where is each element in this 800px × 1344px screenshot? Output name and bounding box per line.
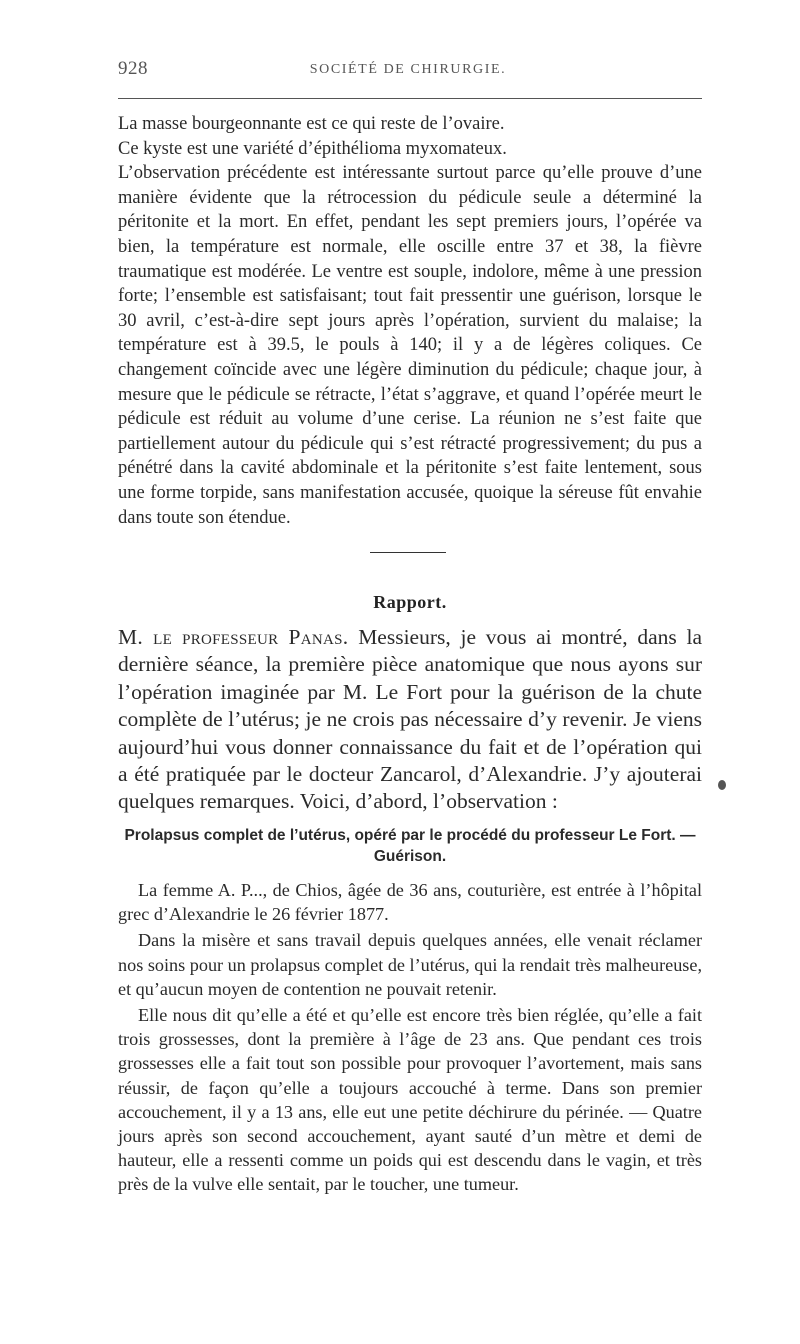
case-title: Prolapsus complet de l’utérus, opéré par le procédé du professeur Le Fort. — Guérison.: [124, 827, 696, 865]
speaker-name: M. le professeur Panas.: [118, 625, 349, 649]
section-heading: Rapport.: [373, 592, 447, 612]
case-text: [118, 878, 702, 1199]
paragraph: Ce kyste est une variété d’épithélioma myxomateux.: [118, 138, 507, 159]
report-body: Messieurs, je vous ai montré, dans la dernière séance, la première pièce anatomique que nous ayons sur l’opération imaginée par M. Le Fort pour la guérison de la chute complète de l’utérus; je ne crois pas nécessaire d’y revenir. Je viens aujourd’hui vous donner connaissance du fait et de l’opération qui a été pratiquée par le docteur Zancarol, d’Alexandrie. J’y ajouterai quelques remarques. Voici, d’abord, l’observation :: [118, 625, 702, 814]
opening-text: [118, 112, 702, 530]
margin-ink-mark: [718, 780, 726, 790]
report-text: [118, 624, 702, 816]
case-paragraph: Dans la misère et sans travail depuis quelques années, elle venait réclamer nos soins pour un prolapsus complet de l’utérus, qui la rendait très malheureuse, et qu’aucun moyen de contention ne pouvait retenir.: [118, 930, 702, 999]
paragraph: L’observation précédente est intéressante surtout parce qu’elle prouve d’une manière évidente que la rétrocession du pédicule seule a déterminé la péritonite et la mort. En effet, pendant les sept premiers jours, l’opérée va bien, la température est normale, elle oscille entre 37 et 38, la fièvre traumatique est modérée. Le ventre est souple, indolore, même à une pression forte; l’ensemble est satisfaisant; tout fait pressentir une guérison, lorsque le 30 avril, c’est-à-dire sept jours après l’opération, survient du malaise; la température est à 39.5, le pouls à 140; il y a de légères coliques. Ce changement coïncide avec une légère diminution du pédicule; chaque jour, à mesure que le pédicule se rétracte, l’état s’aggrave, et quand l’opérée meurt le pédicule est réduit au volume d’une cerise. La réunion ne s’est faite que partiellement autour du pédicule qui s’est rétracté progressivement; du pus a pénétré dans la cavité abdominale et la péritonite s’est faite lentement, sous une forme torpide, sans manifestation accusée, quoique la séreuse fût envahie dans toute son étendue.: [118, 163, 702, 528]
page-number: 928: [118, 58, 148, 79]
report-paragraph: [118, 624, 702, 816]
header-rule: [118, 98, 702, 99]
journal-title: SOCIÉTÉ DE CHIRURGIE.: [309, 62, 507, 77]
section-separator: [370, 552, 446, 553]
paragraph: La masse bourgeonnante est ce qui reste de l’ovaire.: [118, 114, 505, 134]
case-paragraph: La femme A. P..., de Chios, âgée de 36 ans, couturière, est entrée à l’hôpital grec d’Alexandrie le 26 février 1877.: [118, 880, 702, 925]
case-paragraph: Elle nous dit qu’elle a été et qu’elle est encore très bien réglée, qu’elle a fait trois grossesses, dont la première à l’âge de 23 ans. Que pendant ces trois grossesses elle a fait tout son possible pour provoquer l’avortement, mais sans réussir, de façon qu’elle a toujours accouché à terme. Dans son premier accouchement, il y a 13 ans, elle eut une petite déchirure du périnée. — Quatre jours après son second accouchement, ayant sauté d’un mètre et demi de hauteur, elle a ressenti comme un poids qui est descendu dans le vagin, et très près de la vulve elle sentait, par le toucher, une tumeur.: [118, 1005, 702, 1195]
running-head: [118, 58, 698, 88]
